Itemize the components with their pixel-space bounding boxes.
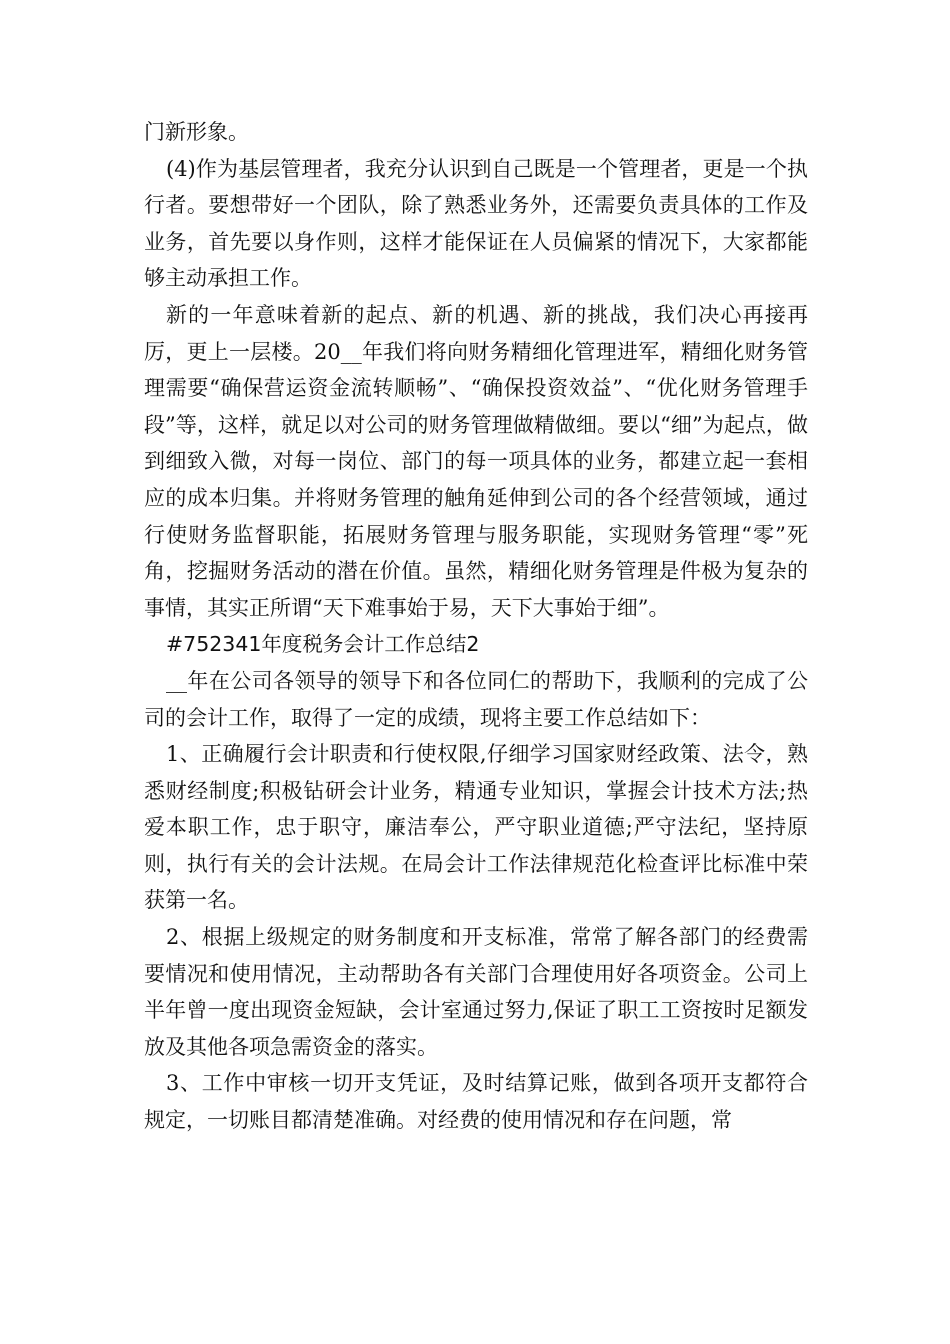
paragraph-continuation: 门新形象。: [144, 120, 249, 144]
document-body: [144, 114, 808, 1139]
paragraph-new-year-plan: 新的一年意味着新的起点、新的机遇、新的挑战，我们决心再接再厉，更上一层楼。20__年我们将向财务精细化管理进军，精细化财务管理需要“确保营运资金流转顺畅”、“确保投资效益”、“优化财务管理手段”等，这样，就足以对公司的财务管理做精做细。要以“细”为起点，做到细致入微，对每一岗位、部门的每一项具体的业务，都建立起一套相应的成本归集。并将财务管理的触角延伸到公司的各个经营领域，通过行使财务监督职能，拓展财务管理与服务职能，实现财务管理“零”死角，挖掘财务活动的潜在价值。虽然，精细化财务管理是件极为复杂的事情，其实正所谓“天下难事始于易，天下大事始于细”。: [144, 302, 808, 620]
paragraph-item-1: 1、正确履行会计职责和行使权限,仔细学习国家财经政策、法令，熟悉财经制度;积极钻研会计业务，精通专业知识，掌握会计技术方法;热爱本职工作，忠于职守，廉洁奉公，严守职业道德;严守法纪，坚持原则，执行有关的会计法规。在局会计工作法律规范化检查评比标准中荣获第一名。: [144, 742, 808, 913]
paragraph-item-2: 2、根据上级规定的财务制度和开支标准，常常了解各部门的经费需要情况和使用情况，主动帮助各有关部门合理使用好各项资金。公司上半年曾一度出现资金短缺，会计室通过努力,保证了职工工资按时足额发放及其他各项急需资金的落实。: [144, 925, 808, 1059]
paragraph-item-3: 3、工作中审核一切开支凭证，及时结算记账，做到各项开支都符合规定，一切账目都清楚准确。对经费的使用情况和存在问题，常: [144, 1071, 808, 1133]
paragraph-manager-role: (4)作为基层管理者，我充分认识到自己既是一个管理者，更是一个执行者。要想带好一个团队，除了熟悉业务外，还需要负责具体的工作及业务，首先要以身作则，这样才能保证在人员偏紧的情况下，大家都能够主动承担工作。: [144, 156, 808, 291]
section-heading: #752341年度税务会计工作总结2: [166, 632, 480, 657]
paragraph-intro: __年在公司各领导的领导下和各位同仁的帮助下，我顺利的完成了公司的会计工作，取得了一定的成绩，现将主要工作总结如下：: [144, 668, 808, 730]
